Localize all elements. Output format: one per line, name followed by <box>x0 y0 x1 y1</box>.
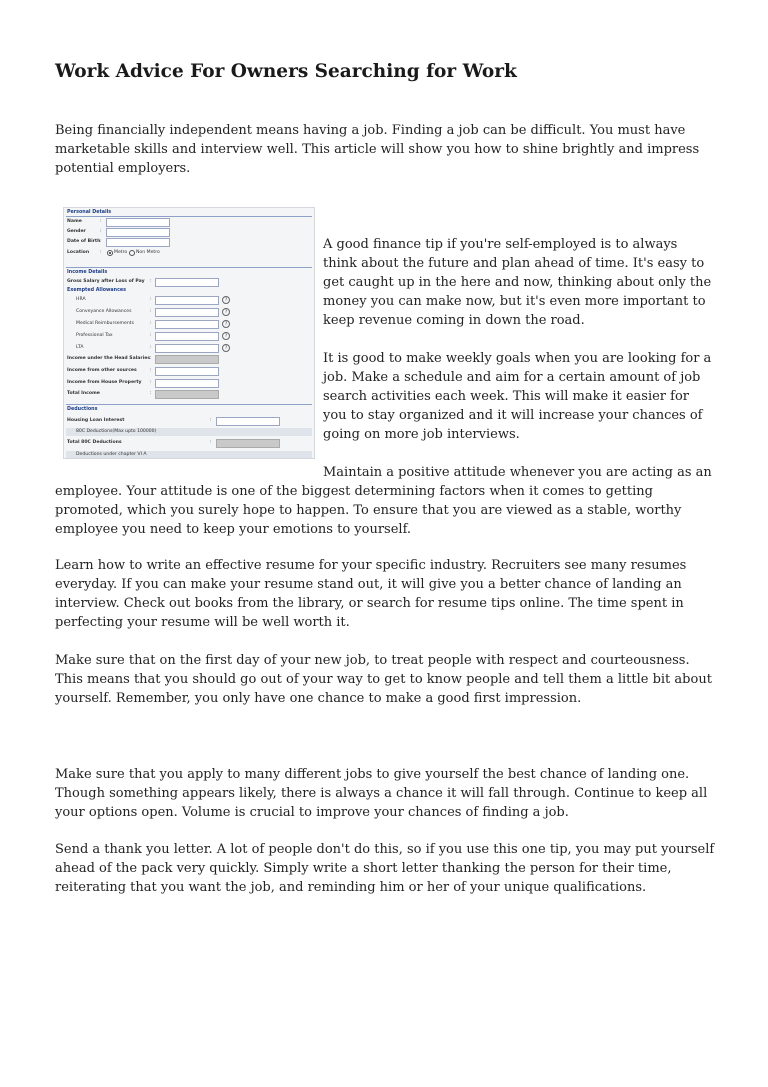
conveyance-input[interactable] <box>155 308 219 317</box>
head-salaries-output <box>155 355 219 364</box>
deductions-heading: Deductions <box>67 407 98 412</box>
income-details-heading: Income Details <box>67 270 108 275</box>
housing-loan-input[interactable] <box>216 417 280 426</box>
name-input[interactable] <box>106 218 170 227</box>
lta-input[interactable] <box>155 344 219 353</box>
divider <box>66 267 312 268</box>
paragraph-thank-you: Send a thank you letter. A lot of people don't do this, so if you use this one tip, you may put yourself ahead of the pack very quickly. Simply write a short letter thanking the person for their time, reiterating that you want the job, and reminding him or her of your unique qualifications. <box>55 842 715 895</box>
metro-radio[interactable] <box>107 250 113 256</box>
tax-form-image: Personal Details Name : Gender : Date of Birth : Location : Metro Non Metro Income Details Gross Salary after Loss of Pay : Exempted Allowances HRA : ? Conveyance Allowances : ? Medical Reimbursements : ? Professional Tax : ? LTA : ? Income under the Head Salaries : Income from other sources : Income from House Property : Total Income : Deductions Housing Loan Interest : 80C Deductions(Max upto 100000) Total 80C Deductions : Deductions under chapter VI A <box>63 207 315 459</box>
lta-label: LTA <box>76 345 84 350</box>
paragraph-attitude-first-line: Maintain a positive attitude whenever you are acting as an <box>323 465 712 480</box>
personal-details-heading: Personal Details <box>67 210 112 215</box>
medical-input[interactable] <box>155 320 219 329</box>
non-metro-radio[interactable] <box>129 250 135 256</box>
hra-label: HRA <box>76 297 86 302</box>
total-income-label: Total Income <box>67 391 100 396</box>
dob-label: Date of Birth <box>67 239 101 244</box>
total-80c-output <box>216 439 280 448</box>
head-salaries-label: Income under the Head Salaries <box>67 356 151 361</box>
paragraph-first-day: Make sure that on the first day of your new job, to treat people with respect and courteousness. This means that you should go out of your way to get to know people and tell them a little bit about yourself. Remember, you only have one chance to make a good first impression. <box>55 653 712 706</box>
other-sources-label: Income from other sources <box>67 368 137 373</box>
help-icon[interactable]: ? <box>222 332 230 340</box>
gender-label: Gender <box>67 229 86 234</box>
total-80c-label: Total 80C Deductions <box>67 440 122 445</box>
other-sources-input[interactable] <box>155 367 219 376</box>
name-label: Name <box>67 219 82 224</box>
paragraph-attitude: employee. Your attitude is one of the biggest determining factors when it comes to getting promoted, which you surely hope to happen. To ensure that you are viewed as a stable, worthy employee you need to keep your emotions to yourself. <box>55 484 682 537</box>
hra-input[interactable] <box>155 296 219 305</box>
divider <box>66 216 312 217</box>
housing-loan-label: Housing Loan Interest <box>67 418 125 423</box>
total-income-output <box>155 390 219 399</box>
gross-salary-input[interactable] <box>155 278 219 287</box>
exempted-allowances-heading: Exempted Allowances <box>67 288 127 293</box>
dob-input[interactable] <box>106 238 170 247</box>
help-icon[interactable]: ? <box>222 344 230 352</box>
professional-tax-input[interactable] <box>155 332 219 341</box>
paragraph-resume: Learn how to write an effective resume for your specific industry. Recruiters see many resumes everyday. If you can make your resume stand out, it will give you a better chance of landing an interview. Check out books from the library, or search for resume tips online. The time spent in perfecting your resume will be well worth it. <box>55 558 687 630</box>
house-property-input[interactable] <box>155 379 219 388</box>
divider <box>66 404 312 405</box>
gross-salary-label: Gross Salary after Loss of Pay <box>67 279 145 284</box>
location-label: Location <box>67 250 90 255</box>
house-property-label: Income from House Property <box>67 380 142 385</box>
help-icon[interactable]: ? <box>222 320 230 328</box>
page-title: Work Advice For Owners Searching for Work <box>55 61 517 82</box>
deductions-80c-label: 80C Deductions(Max upto 100000) <box>76 429 157 434</box>
paragraph-weekly-goals: It is good to make weekly goals when you are looking for a job. Make a schedule and aim for a certain amount of job search activities each week. This will make it easier for you to stay organized and it will increase your chances of going on more job interviews. <box>323 351 712 442</box>
gender-select[interactable] <box>106 228 170 237</box>
help-icon[interactable]: ? <box>222 308 230 316</box>
intro-paragraph: Being financially independent means having a job. Finding a job can be difficult. You must have marketable skills and interview well. This article will show you how to shine brightly and impress potential employers. <box>55 123 700 176</box>
paragraph-finance-tip: A good finance tip if you're self-employed is to always think about the future and plan ahead of time. It's easy to get caught up in the here and now, thinking about only the money you can make now, but it's even more important to keep revenue coming in down the road. <box>323 237 712 328</box>
help-icon[interactable]: ? <box>222 296 230 304</box>
medical-label: Medical Reimbursements <box>76 321 134 326</box>
professional-tax-label: Professional Tax <box>76 333 113 338</box>
paragraph-apply-many: Make sure that you apply to many different jobs to give yourself the best chance of landing one. Though something appears likely, there is always a chance it will fall through. Continue to keep all your options open. Volume is crucial to improve your chances of finding a job. <box>55 767 708 820</box>
conveyance-label: Conveyance Allowances <box>76 309 132 314</box>
chapter-via-label: Deductions under chapter VI A <box>76 452 147 457</box>
